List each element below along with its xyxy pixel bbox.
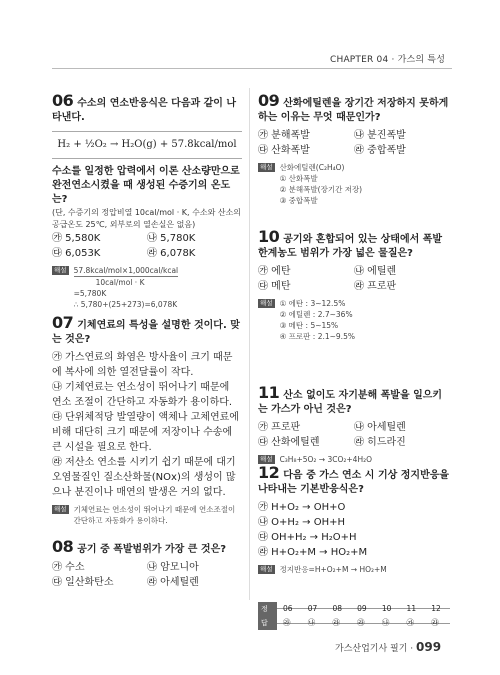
fraction-numerator: 57.8kcal/mol×1,000cal/kcal <box>73 266 179 275</box>
option-b[interactable]: ㉯ O+H₂ → OH+H <box>258 517 345 528</box>
options-row-1 <box>258 128 450 143</box>
options-row-2 <box>52 575 242 590</box>
option-d[interactable]: ㉱ 중합폭발 <box>354 145 406 156</box>
answer-key <box>258 604 450 627</box>
question-number: 10 <box>258 227 280 246</box>
explanation-tag: 해설 <box>260 565 273 573</box>
option-b[interactable]: ㉯ 암모니아 <box>147 562 199 573</box>
option-c[interactable]: ㉰ 단위체적당 발열량이 액체나 고체연료에 비해 대단히 크기 때문에 저장이나 수송에 큰 시설을 필요로 한다. <box>52 412 239 453</box>
option-d[interactable]: ㉱ 6,078K <box>147 248 196 259</box>
explanation-line: ① 에탄 : 3~12.5% <box>279 299 346 308</box>
chapter-header: CHAPTER 04 · 가스의 특성 <box>330 55 446 65</box>
explanation-tag: 해설 <box>260 163 273 171</box>
explanation <box>52 504 242 526</box>
explanation <box>52 265 242 310</box>
option-a[interactable]: ㉮ H+O₂ → OH+O <box>258 502 346 513</box>
question-07 <box>52 313 242 526</box>
question-10 <box>258 227 450 342</box>
explanation-tag: 해설 <box>260 299 273 307</box>
options-row-2 <box>258 143 450 158</box>
header-rule <box>52 68 452 69</box>
options-row-1 <box>52 231 242 246</box>
option-b[interactable]: ㉯ 기체연료는 연소성이 뛰어나기 때문에 연소 조절이 간단하고 자동화가 용이하다. <box>52 382 233 408</box>
explanation <box>258 162 450 206</box>
option-a[interactable]: ㉮ 수소 <box>52 562 85 573</box>
question-text: 수소를 일정한 압력에서 이론 산소량만으로 완전연소시켰을 때 생성된 수증기의 온도는? <box>52 166 240 205</box>
explanation-line: ② 분해폭발(장기간 저장) <box>279 185 363 194</box>
explanation <box>258 564 450 575</box>
question-title: 수소의 연소반응식은 다음과 같이 나타낸다. <box>52 98 237 123</box>
question-title: 다음 중 가스 연소 시 기상 정지반응을 나타내는 기본반응식은? <box>258 470 450 495</box>
answer-key-label: 정답 <box>258 602 277 630</box>
explanation-tag: 해설 <box>54 505 67 513</box>
option-b[interactable]: ㉯ 에틸렌 <box>354 266 397 277</box>
answer-item: 09 ㉱ <box>357 604 367 627</box>
question-number: 09 <box>258 91 280 110</box>
page-number: 099 <box>416 640 442 654</box>
book-title: 가스산업기사 필기 · <box>335 644 414 654</box>
question-09 <box>258 91 450 206</box>
option-a[interactable]: ㉮ 에탄 <box>258 266 291 277</box>
explanation-line: ① 산화폭발 <box>279 174 318 183</box>
question-08 <box>52 537 242 590</box>
option-d[interactable]: ㉱ H+O₂+M → HO₂+M <box>258 547 368 558</box>
answer-item: 07 ㉯ <box>307 604 318 627</box>
explanation-line: ④ 프로판 : 2.1~9.5% <box>279 332 355 341</box>
question-title: 산소 없이도 자기분해 폭발을 일으키는 가스가 아닌 것은? <box>258 390 443 415</box>
option-a[interactable]: ㉮ 가스연료의 화염은 방사율이 크기 때문에 복사에 의한 열전달률이 작다. <box>52 352 233 378</box>
question-number: 11 <box>258 383 280 402</box>
option-c[interactable]: ㉰ 메탄 <box>258 281 291 292</box>
question-title: 공기와 혼합되어 있는 상태에서 폭발 한계농도 범위가 가장 넓은 물질은? <box>258 234 443 259</box>
question-number: 06 <box>52 91 74 110</box>
answer-item: 12 ㉱ <box>431 604 441 627</box>
explanation-line: ∴ 5,780+(25+273)=6,078K <box>73 300 178 309</box>
question-number: 07 <box>52 313 74 332</box>
option-c[interactable]: ㉰ 산화폭발 <box>258 145 310 156</box>
explanation-text: C₃H₈+5O₂ → 3CO₂+4H₂O <box>279 455 372 464</box>
option-b[interactable]: ㉯ 분진폭발 <box>354 130 406 141</box>
explanation-line: =5,780K <box>73 289 107 298</box>
option-a[interactable]: ㉮ 프로판 <box>258 422 301 433</box>
explanation-line: ② 에틸렌 : 2.7~36% <box>279 310 353 319</box>
equation: H₂ + ½O₂ → H₂O(g) + 57.8kcal/mol <box>52 131 242 159</box>
question-title: 공기 중 폭발범위가 가장 큰 것은? <box>77 544 227 555</box>
question-title: 기체연료의 특성을 설명한 것이다. 맞는 것은? <box>52 320 240 345</box>
options-row-2 <box>52 246 242 261</box>
answer-item: 06 ㉱ <box>283 604 293 627</box>
answer-item: 08 ㉱ <box>332 604 342 627</box>
option-d[interactable]: ㉱ 아세틸렌 <box>147 577 199 588</box>
explanation-line: ③ 메탄 : 5~15% <box>279 321 339 330</box>
options-row-1 <box>258 264 450 279</box>
explanation-tag: 해설 <box>54 266 67 274</box>
options-row-1 <box>258 420 450 435</box>
explanation-text: 정지반응=H+O₂+M → HO₂+M <box>279 565 387 574</box>
option-a[interactable]: ㉮ 5,580K <box>52 233 101 244</box>
explanation-tag: 해설 <box>260 455 273 463</box>
column-divider <box>249 88 250 600</box>
fraction-denominator: 10cal/mol · K <box>95 278 145 287</box>
question-06 <box>52 91 242 310</box>
explanation-text: 기체연료는 연소성이 뛰어나기 때문에 연소조절이 간단하고 자동화가 용이하다. <box>73 505 236 525</box>
explanation <box>258 454 450 465</box>
explanation-line: ③ 중합폭발 <box>279 196 318 205</box>
option-c[interactable]: ㉰ 6,053K <box>52 248 101 259</box>
question-title: 산화에틸렌을 장기간 저장하지 못하게 하는 이유는 무엇 때문인가? <box>258 98 449 123</box>
explanation <box>258 298 450 342</box>
options-row-1 <box>52 560 242 575</box>
answer-item: 11 ㉮ <box>406 604 417 627</box>
option-c[interactable]: ㉰ 일산화탄소 <box>52 577 114 588</box>
question-11 <box>258 383 450 465</box>
option-c[interactable]: ㉰ 산화에틸렌 <box>258 437 320 448</box>
page-footer <box>335 640 441 654</box>
option-d[interactable]: ㉱ 저산소 연소를 시키기 쉽기 때문에 대기오염물질인 질소산화물(NOx)의 생성이 많으나 분진이나 매연의 발생은 거의 없다. <box>52 457 236 498</box>
option-a[interactable]: ㉮ 분해폭발 <box>258 130 310 141</box>
explanation-line: 산화에틸렌(C₂H₄O) <box>279 163 345 172</box>
question-12 <box>258 463 450 575</box>
option-d[interactable]: ㉱ 프로판 <box>354 281 397 292</box>
question-number: 12 <box>258 463 280 482</box>
question-condition: (단, 수증기의 정압비열 10cal/mol · K, 수소와 산소의 공급온도 25℃, 외부로의 열손실은 없음) <box>52 208 242 229</box>
option-b[interactable]: ㉯ 아세틸렌 <box>354 422 406 433</box>
question-number: 08 <box>52 537 74 556</box>
options-row-2 <box>258 279 450 294</box>
option-c[interactable]: ㉰ OH+H₂ → H₂O+H <box>258 532 357 543</box>
options-row-2 <box>258 435 450 450</box>
option-b[interactable]: ㉯ 5,780K <box>147 233 196 244</box>
answer-item: 10 ㉯ <box>381 604 392 627</box>
option-d[interactable]: ㉱ 히드라진 <box>354 437 406 448</box>
